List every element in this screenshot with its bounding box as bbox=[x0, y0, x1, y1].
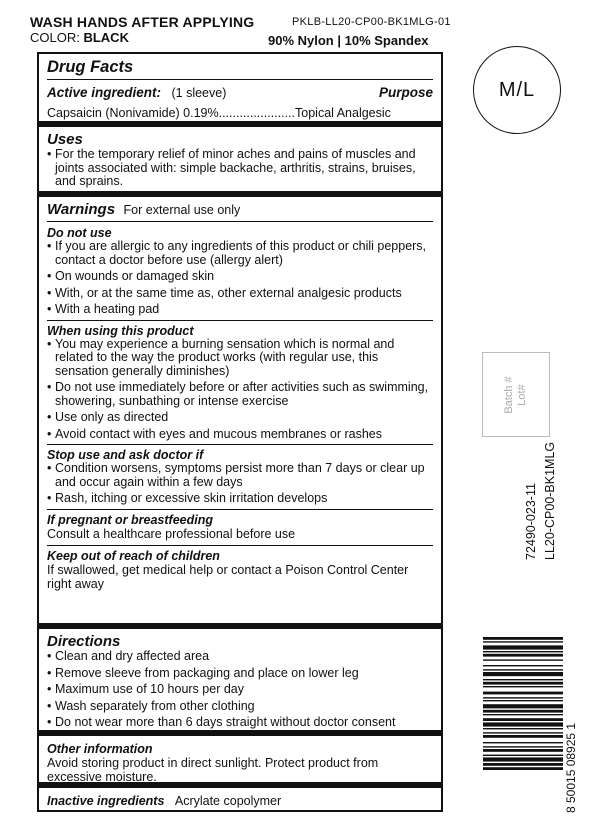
active-ingredient-line: Capsaicin (Nonivamide) 0.19%......................Topical Analgesic bbox=[47, 106, 391, 120]
section-warnings bbox=[39, 197, 441, 629]
color-line bbox=[30, 30, 254, 46]
directions-list bbox=[47, 650, 433, 730]
barcode-bar bbox=[483, 718, 563, 721]
barcode-bar bbox=[483, 757, 563, 761]
color-label: COLOR: bbox=[30, 30, 80, 45]
active-qualifier: (1 sleeve) bbox=[171, 86, 227, 100]
barcode-bar bbox=[483, 651, 563, 652]
barcode-bar bbox=[483, 746, 563, 747]
directions-heading: Directions bbox=[47, 633, 121, 650]
barcode-bar bbox=[483, 735, 563, 738]
list-item: • Use only as directed bbox=[47, 411, 433, 425]
barcode-bar bbox=[483, 700, 563, 701]
list-item: • Wash separately from other clothing bbox=[47, 700, 433, 714]
barcode-bar bbox=[483, 686, 563, 687]
barcode-bar bbox=[483, 659, 563, 660]
children-text: If swallowed, get medical help or contact a Poison Control Center right away bbox=[47, 562, 409, 591]
barcode-bar bbox=[483, 732, 563, 733]
barcode-bar bbox=[483, 641, 563, 642]
list-item: • Maximum use of 10 hours per day bbox=[47, 683, 433, 697]
barcode-bar bbox=[483, 755, 563, 756]
list-item: • For the temporary relief of minor aches and pains of muscles and joints associated with: simple backache, arthritis, strains, bruises, and sprains. bbox=[47, 148, 433, 189]
product-code: LL20-CP00-BK1MLG bbox=[543, 441, 557, 560]
batch-label: Batch # bbox=[503, 375, 515, 414]
pregnant-heading: If pregnant or breastfeeding bbox=[47, 512, 213, 527]
when-using-heading: When using this product bbox=[47, 323, 194, 338]
barcode-bar bbox=[483, 742, 563, 743]
warnings-heading: Warnings bbox=[47, 201, 116, 218]
barcode bbox=[475, 635, 585, 815]
do-not-use-list bbox=[47, 240, 433, 317]
barcode-bar bbox=[483, 682, 563, 685]
list-item: • With, or at the same time as, other external analgesic products bbox=[47, 287, 433, 301]
barcode-bar bbox=[483, 714, 563, 715]
active-ingredient-heading: Active ingredient: bbox=[47, 85, 162, 100]
lot-label: Lot# bbox=[516, 383, 528, 406]
list-item: • If you are allergic to any ingredients of this product or chili peppers, contact a doctor before use (allergy alert) bbox=[47, 240, 433, 267]
active-heading-row bbox=[47, 84, 433, 102]
barcode-bar bbox=[483, 697, 563, 698]
barcode-bar bbox=[483, 767, 563, 770]
barcode-bar bbox=[483, 722, 563, 726]
stop-use-list bbox=[47, 462, 433, 506]
list-item: • With a heating pad bbox=[47, 303, 433, 317]
sku-code: PKLB-LL20-CP00-BK1MLG-01 bbox=[292, 16, 451, 28]
wash-hands-instruction: WASH HANDS AFTER APPLYING bbox=[30, 14, 255, 30]
ndc-code: 72490-023-11 bbox=[524, 483, 538, 560]
header-left bbox=[30, 14, 254, 46]
barcode-bar bbox=[483, 645, 563, 649]
inactive-ingredients-text: Acrylate copolymer bbox=[174, 794, 282, 808]
barcode-bar bbox=[483, 672, 563, 676]
barcode-number: 8 50015 08925 1 bbox=[564, 722, 578, 813]
section-title bbox=[39, 54, 441, 127]
barcode-bar bbox=[483, 710, 563, 713]
drug-facts-title: Drug Facts bbox=[47, 58, 134, 76]
list-item: • On wounds or damaged skin bbox=[47, 270, 433, 284]
barcode-bar bbox=[483, 665, 563, 666]
inactive-ingredients-heading: Inactive ingredients bbox=[47, 794, 165, 808]
barcode-bar bbox=[483, 728, 563, 729]
barcode-bars bbox=[483, 637, 563, 770]
barcode-bar bbox=[483, 763, 563, 766]
list-item: • Remove sleeve from packaging and place on lower leg bbox=[47, 667, 433, 681]
list-item: • Rash, itching or excessive skin irritation develops bbox=[47, 492, 433, 506]
list-item: • You may experience a burning sensation which is normal and related to the way the product works (with regular use, this sensation generally diminishes) bbox=[47, 338, 433, 379]
uses-heading: Uses bbox=[47, 131, 83, 148]
color-value: BLACK bbox=[83, 30, 129, 45]
section-uses bbox=[39, 127, 441, 197]
other-information-text: Avoid storing product in direct sunlight. Protect product from excessive moisture. bbox=[47, 756, 379, 784]
list-item: • Clean and dry affected area bbox=[47, 650, 433, 664]
fabric-composition: 90% Nylon | 10% Spandex bbox=[268, 33, 429, 48]
product-codes bbox=[522, 442, 560, 560]
when-using-list bbox=[47, 338, 433, 442]
size-badge: M/L bbox=[473, 46, 561, 134]
list-item: • Condition worsens, symptoms persist more than 7 days or clear up and occur again within a few days bbox=[47, 462, 433, 489]
drug-facts-panel bbox=[37, 52, 443, 812]
barcode-bar bbox=[483, 669, 563, 670]
list-item: • Do not wear more than 6 days straight without doctor consent bbox=[47, 716, 433, 730]
batch-lot-box bbox=[482, 352, 550, 437]
warnings-note: For external use only bbox=[123, 203, 241, 217]
uses-list bbox=[47, 148, 433, 189]
section-inactive-ingredients bbox=[39, 788, 441, 810]
purpose-heading: Purpose bbox=[378, 85, 433, 100]
barcode-bar bbox=[483, 654, 563, 657]
barcode-bar bbox=[483, 637, 563, 640]
batch-lot-text bbox=[503, 376, 529, 413]
stop-use-heading: Stop use and ask doctor if bbox=[47, 448, 204, 462]
do-not-use-heading: Do not use bbox=[47, 226, 112, 240]
list-item: • Avoid contact with eyes and mucous membranes or rashes bbox=[47, 428, 433, 442]
pregnant-text: Consult a healthcare professional before use bbox=[47, 526, 296, 541]
section-directions bbox=[39, 629, 441, 736]
barcode-bar bbox=[483, 704, 563, 708]
list-item: • Do not use immediately before or after activities such as swimming, showering, sunbathing or intense exercise bbox=[47, 381, 433, 408]
other-information-heading: Other information bbox=[47, 742, 153, 756]
children-heading: Keep out of reach of children bbox=[47, 548, 220, 563]
barcode-bar bbox=[483, 692, 563, 695]
barcode-bar bbox=[483, 749, 563, 752]
barcode-bar bbox=[483, 679, 563, 680]
section-other-information bbox=[39, 736, 441, 788]
